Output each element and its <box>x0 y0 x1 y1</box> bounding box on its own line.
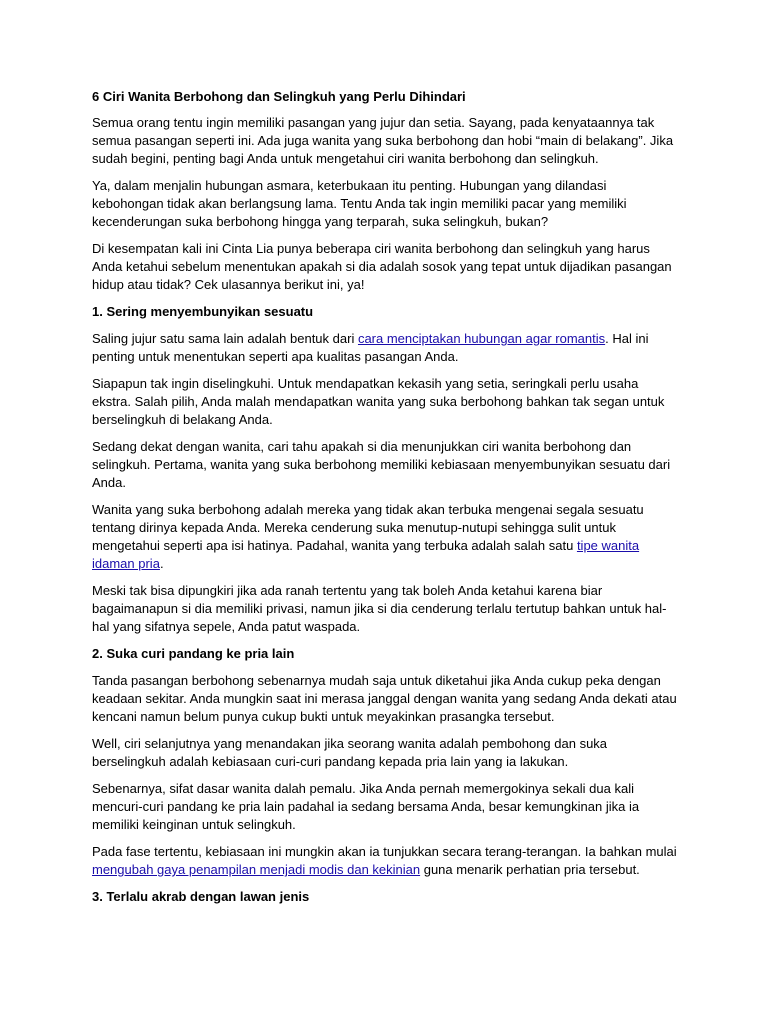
paragraph-text: Saling jujur satu sama lain adalah bentuk dari <box>92 331 358 346</box>
link-ideal-woman-type[interactable]: tipe wanita idaman pria <box>92 538 640 571</box>
section1-paragraph: Siapapun tak ingin diselingkuhi. Untuk mendapatkan kekasih yang setia, seringkali perlu usaha ekstra. Salah pilih, Anda malah mendapatkan wanita yang suka berbohong bahkan tak segan untuk berselingkuh di belakang Anda. <box>92 376 665 427</box>
section-heading-3: 3. Terlalu akrab dengan lawan jenis <box>92 889 310 904</box>
paragraph-text: . <box>159 556 164 571</box>
section1-paragraph: Meski tak bisa dipungkiri jika ada ranah tertentu yang tak boleh Anda ketahui karena biar bagaimanapun si dia memiliki privasi, namun jika si dia cenderung terlalu tertutup bahkan untuk hal-hal yang sifatnya sepele, Anda patut waspada. <box>92 583 667 634</box>
paragraph-text: Wanita yang suka berbohong adalah mereka yang tidak akan terbuka mengenai segala sesuatu tentang dirinya kepada Anda. Mereka cenderung suka menutup-nutupi sehingga sulit untuk mengetahui seperti apa isi hatinya. Padahal, wanita yang terbuka adalah salah satu <box>92 502 644 553</box>
section-heading-1: 1. Sering menyembunyikan sesuatu <box>92 304 314 319</box>
link-romantic-relationship[interactable]: cara menciptakan hubungan agar romantis <box>357 331 606 346</box>
link-fashion-style[interactable]: mengubah gaya penampilan menjadi modis dan kekinian <box>92 862 421 877</box>
section-heading-2: 2. Suka curi pandang ke pria lain <box>92 646 295 661</box>
paragraph-text: Pada fase tertentu, kebiasaan ini mungkin akan ia tunjukkan secara terang-terangan. Ia bahkan mulai <box>92 844 677 859</box>
intro-paragraph: Di kesempatan kali ini Cinta Lia punya beberapa ciri wanita berbohong dan selingkuh yang harus Anda ketahui sebelum menentukan apakah si dia adalah sosok yang tepat untuk dijadikan pasangan hidup atau tidak? Cek ulasannya berikut ini, ya! <box>92 241 672 292</box>
document-title: 6 Ciri Wanita Berbohong dan Selingkuh yang Perlu Dihindari <box>92 89 466 104</box>
section1-paragraph: Sedang dekat dengan wanita, cari tahu apakah si dia menunjukkan ciri wanita berbohong dan selingkuh. Pertama, wanita yang suka berbohong memiliki kebiasaan menyembunyikan sesuatu dari Anda. <box>92 439 671 490</box>
intro-paragraph: Semua orang tentu ingin memiliki pasangan yang jujur dan setia. Sayang, pada kenyataannya tak semua pasangan seperti ini. Ada juga wanita yang suka berbohong dan hobi “main di belakang”. Jika sudah begini, penting bagi Anda untuk mengetahui ciri wanita berbohong dan selingkuh. <box>92 115 674 166</box>
section2-paragraph: Tanda pasangan berbohong sebenarnya mudah saja untuk diketahui jika Anda cukup peka dengan keadaan sekitar. Anda mungkin saat ini merasa janggal dengan wanita yang sedang Anda dekati atau kencani namun belum punya cukup bukti untuk meyakinkan prasangka tersebut. <box>92 673 677 724</box>
section1-paragraph <box>92 501 680 573</box>
section1-paragraph <box>92 330 680 366</box>
intro-paragraph: Ya, dalam menjalin hubungan asmara, keterbukaan itu penting. Hubungan yang dilandasi kebohongan tidak akan berlangsung lama. Tentu Anda tak ingin memiliki pacar yang memiliki kecenderungan suka berbohong hingga yang terparah, suka selingkuh, bukan? <box>92 178 627 229</box>
paragraph-text: guna menarik perhatian pria tersebut. <box>420 862 640 877</box>
section2-paragraph <box>92 843 680 879</box>
paragraph-text: . Hal ini penting untuk menentukan seperti apa kualitas pasangan Anda. <box>92 331 649 364</box>
section2-paragraph: Well, ciri selanjutnya yang menandakan jika seorang wanita adalah pembohong dan suka berselingkuh adalah kebiasaan curi-curi pandang kepada pria lain yang ia lakukan. <box>92 736 608 769</box>
section2-paragraph: Sebenarnya, sifat dasar wanita dalah pemalu. Jika Anda pernah memergokinya sekali dua kali mencuri-curi pandang ke pria lain padahal ia sedang bersama Anda, besar kemungkinan jika ia memiliki keinginan untuk selingkuh. <box>92 781 640 832</box>
